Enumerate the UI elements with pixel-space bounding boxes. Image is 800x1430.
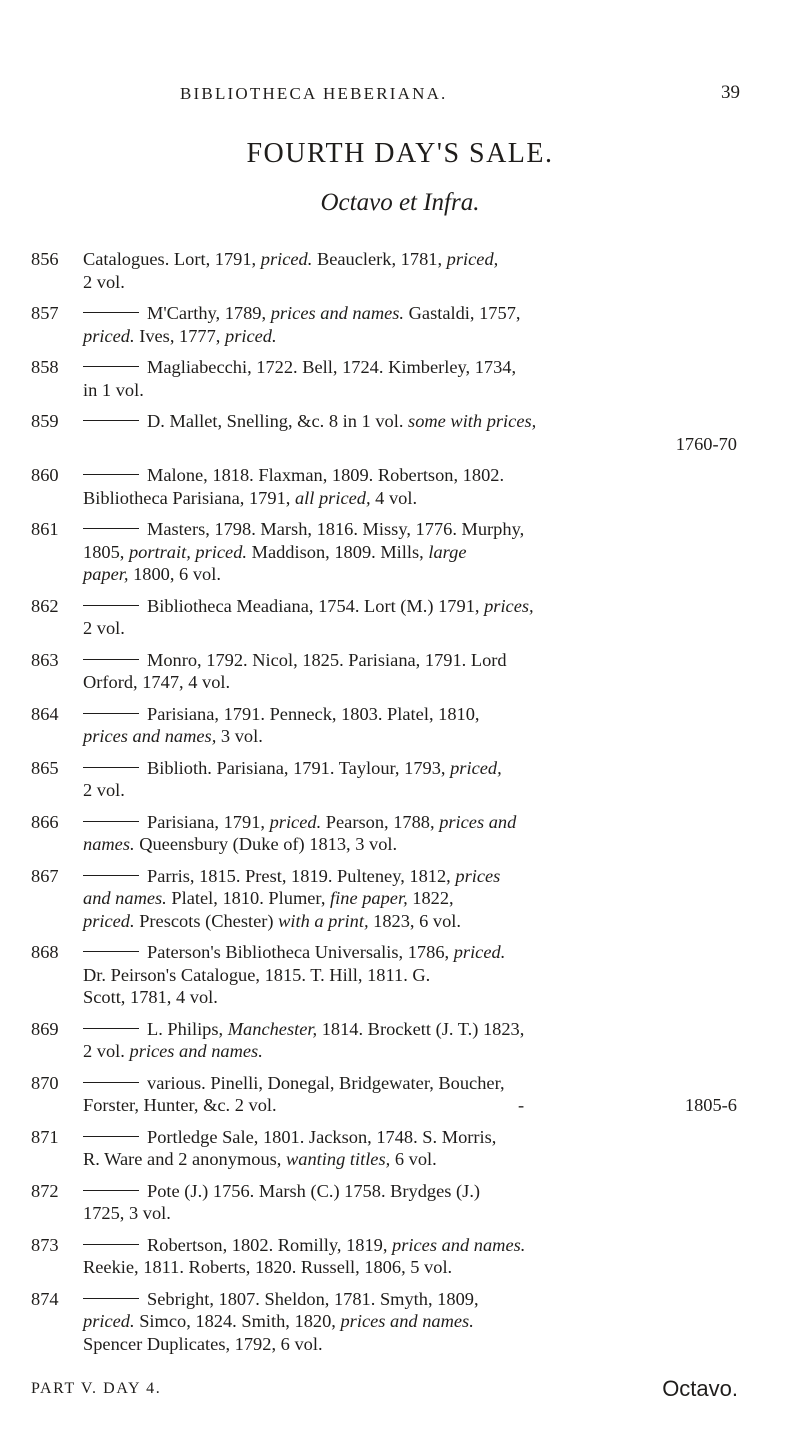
lot-entry xyxy=(0,865,800,933)
italic-text: prices and names. xyxy=(392,1234,526,1255)
lot-number: 873 xyxy=(31,1234,59,1255)
lot-description xyxy=(83,356,737,401)
lot-line xyxy=(83,433,737,456)
lot-entry xyxy=(0,757,800,802)
text-segment: 2 vol. xyxy=(83,780,125,800)
italic-text: prices and xyxy=(439,811,517,832)
text-segment: M'Carthy, 1789, xyxy=(147,303,271,323)
lot-line xyxy=(83,811,737,834)
lot-line xyxy=(83,1202,737,1225)
lot-entry xyxy=(0,1018,800,1063)
lot-description xyxy=(83,302,737,347)
lot-entry xyxy=(0,703,800,748)
text-segment: Simco, 1824. Smith, 1820, xyxy=(134,1311,341,1331)
lot-entry xyxy=(0,1126,800,1171)
lot-line xyxy=(83,757,737,780)
lot-line xyxy=(83,541,737,564)
lot-number: 861 xyxy=(31,519,59,539)
lot-description xyxy=(83,595,737,640)
italic-text: priced. xyxy=(83,1311,135,1331)
lot-line xyxy=(83,487,737,510)
text-segment: in 1 vol. xyxy=(83,379,144,400)
lot-number: 867 xyxy=(31,865,59,886)
lot-line xyxy=(83,271,737,294)
text-segment: L. Philips, xyxy=(147,1018,228,1039)
lot-entry xyxy=(0,248,800,293)
text-segment: 1760-70 xyxy=(675,433,737,454)
lot-entry xyxy=(0,302,800,347)
italic-text: all priced, xyxy=(294,487,371,508)
text-segment: Scott, 1781, 4 vol. xyxy=(83,987,218,1007)
italic-text: prices, xyxy=(484,595,534,616)
lot-number: 863 xyxy=(31,649,59,670)
italic-text: some with prices, xyxy=(408,411,537,431)
lot-entry xyxy=(0,464,800,509)
text-segment: 1725, 3 vol. xyxy=(83,1203,171,1223)
lot-description xyxy=(83,703,737,748)
lot-line xyxy=(83,649,737,672)
lot-number: 868 xyxy=(31,942,59,962)
lot-number: 856 xyxy=(31,249,59,269)
text-segment: various. Pinelli, Donegal, Bridgewater, Boucher, xyxy=(147,1072,505,1093)
lot-line xyxy=(83,1234,737,1257)
lot-line xyxy=(83,1180,737,1203)
italic-text: fine paper, xyxy=(330,888,408,908)
text-segment: Spencer Duplicates, 1792, 6 vol. xyxy=(83,1333,323,1354)
lot-line xyxy=(83,1333,737,1356)
text-segment: Monro, 1792. Nicol, 1825. Parisiana, 1791. Lord xyxy=(147,649,507,670)
lot-description xyxy=(83,464,737,509)
lot-description xyxy=(83,1072,737,1117)
text-segment: Beauclerk, 1781, xyxy=(312,249,447,269)
lot-entry xyxy=(0,1072,800,1117)
lot-entry xyxy=(0,811,800,856)
ditto-dash xyxy=(83,1190,139,1191)
italic-text: prices and names, xyxy=(83,726,217,746)
date-range: 1805-6 xyxy=(684,1095,737,1115)
lot-number: 857 xyxy=(31,303,59,323)
lot-line xyxy=(83,671,737,694)
lot-entry xyxy=(0,941,800,1009)
lot-line xyxy=(83,910,737,933)
lot-entry xyxy=(0,1234,800,1279)
lot-line xyxy=(83,1310,737,1333)
text-segment: Biblioth. Parisiana, 1791. Taylour, 1793, xyxy=(147,757,451,778)
italic-text: priced, xyxy=(450,757,502,778)
text-segment: 4 vol. xyxy=(370,487,418,508)
lot-line xyxy=(83,725,737,748)
text-segment: Platel, 1810. Plumer, xyxy=(166,888,331,908)
lot-line xyxy=(83,1288,737,1311)
lot-line xyxy=(83,1018,737,1041)
lot-description xyxy=(83,865,737,933)
italic-text: and names. xyxy=(83,888,167,908)
lot-line xyxy=(83,325,737,348)
text-segment: Parisiana, 1791, xyxy=(147,811,270,832)
running-title: BIBLIOTHECA HEBERIANA. xyxy=(180,84,448,103)
text-segment: Ives, 1777, xyxy=(134,325,226,346)
lot-description xyxy=(83,1126,737,1171)
lot-line xyxy=(83,941,737,964)
lot-line xyxy=(83,563,737,586)
italic-text: prices and names. xyxy=(129,1041,263,1061)
italic-text: prices xyxy=(455,865,501,886)
lot-description xyxy=(83,1288,737,1356)
text-segment: Robertson, 1802. Romilly, 1819, xyxy=(147,1234,393,1255)
text-segment: 2 vol. xyxy=(83,271,125,292)
lot-number: 864 xyxy=(31,703,59,724)
lot-description xyxy=(83,649,737,694)
lot-number: 872 xyxy=(31,1180,59,1201)
lot-number: 862 xyxy=(31,595,59,616)
lot-description xyxy=(83,1180,737,1225)
italic-text: prices and names. xyxy=(270,303,405,323)
lot-description xyxy=(83,1018,737,1063)
lot-description xyxy=(83,1234,737,1279)
text-segment: Dr. Peirson's Catalogue, 1815. T. Hill, 1811. G. xyxy=(83,964,431,985)
catchword: Octavo. xyxy=(662,1376,738,1401)
lot-description xyxy=(83,410,737,455)
text-segment: Queensbury (Duke of) 1813, 3 vol. xyxy=(134,834,398,854)
italic-text: prices and names. xyxy=(340,1311,474,1331)
text-segment: 1814. Brockett (J. T.) 1823, xyxy=(317,1018,525,1039)
text-segment: Malone, 1818. Flaxman, 1809. Robertson, 1802. xyxy=(147,465,505,485)
lot-line xyxy=(83,865,737,888)
lot-number: 874 xyxy=(31,1288,59,1309)
lot-line xyxy=(83,1072,737,1095)
text-segment: 1800, 6 vol. xyxy=(128,564,221,584)
lot-description xyxy=(83,941,737,1009)
ditto-dash xyxy=(83,1298,139,1299)
italic-text: Manchester, xyxy=(227,1018,318,1039)
lot-line xyxy=(83,464,737,487)
italic-text: priced. xyxy=(453,942,506,962)
lot-number: 865 xyxy=(31,757,59,778)
ditto-dash xyxy=(83,1136,139,1137)
ditto-dash xyxy=(83,659,139,660)
text-segment: Bibliotheca Meadiana, 1754. Lort (M.) 1791, xyxy=(147,595,485,616)
ditto-dash xyxy=(83,767,139,768)
lot-description xyxy=(83,518,737,586)
lot-line xyxy=(83,248,737,271)
italic-text: names. xyxy=(83,834,135,854)
lot-line xyxy=(83,379,737,402)
ditto-dash xyxy=(83,474,139,475)
lot-description xyxy=(83,757,737,802)
lot-number: 870 xyxy=(31,1072,59,1093)
page-number: 39 xyxy=(721,82,740,103)
italic-text: priced. xyxy=(83,325,135,346)
italic-text: paper, xyxy=(83,564,129,584)
lot-number: 866 xyxy=(31,811,59,832)
text-segment: 3 vol. xyxy=(216,726,263,746)
italic-text: wanting titles, xyxy=(286,1149,391,1169)
text-segment: Paterson's Bibliotheca Universalis, 1786, xyxy=(147,942,454,962)
ditto-dash xyxy=(83,528,139,529)
ditto-dash xyxy=(83,366,139,367)
sale-subtitle: Octavo et Infra. xyxy=(320,189,480,216)
lot-entry xyxy=(0,649,800,694)
lot-line xyxy=(83,595,737,618)
lot-line xyxy=(83,1256,737,1279)
lot-line xyxy=(83,1148,737,1171)
lot-list xyxy=(0,248,800,1364)
ditto-dash xyxy=(83,713,139,714)
text-segment: 1823, 6 vol. xyxy=(368,910,462,931)
lot-entry xyxy=(0,518,800,586)
text-segment: Forster, Hunter, &c. 2 vol. xyxy=(83,1095,277,1115)
lot-line xyxy=(83,833,737,856)
italic-text: priced. xyxy=(225,325,277,346)
italic-text: large xyxy=(428,541,467,562)
italic-text: priced, xyxy=(446,249,499,269)
text-segment: Prescots (Chester) xyxy=(134,910,279,931)
ditto-dash xyxy=(83,420,139,421)
lot-number: 860 xyxy=(31,465,59,485)
lot-description xyxy=(83,248,737,293)
ditto-dash xyxy=(83,821,139,822)
lot-line xyxy=(83,1126,737,1149)
ditto-dash xyxy=(83,1028,139,1029)
lot-line xyxy=(83,779,737,802)
lot-description xyxy=(83,811,737,856)
text-segment: 2 vol. xyxy=(83,1041,130,1061)
text-segment: Maddison, 1809. Mills, xyxy=(247,541,429,562)
lot-number: 858 xyxy=(31,357,59,377)
ditto-dash xyxy=(83,605,139,606)
text-segment: 1822, xyxy=(407,888,454,908)
ditto-dash xyxy=(83,312,139,313)
lot-entry xyxy=(0,1288,800,1356)
lot-line xyxy=(83,964,737,987)
lot-line xyxy=(83,703,737,726)
page-footer xyxy=(0,1376,800,1406)
lot-entry xyxy=(0,410,800,455)
text-segment: Bibliotheca Parisiana, 1791, xyxy=(83,487,295,508)
text-segment: Magliabecchi, 1722. Bell, 1724. Kimberley, 1734, xyxy=(147,357,517,377)
text-segment: Portledge Sale, 1801. Jackson, 1748. S. Morris, xyxy=(147,1126,497,1147)
text-segment: 1805, xyxy=(83,541,129,562)
text-segment: R. Ware and 2 anonymous, xyxy=(83,1149,286,1169)
text-segment: 2 vol. xyxy=(83,618,125,638)
lot-entry xyxy=(0,1180,800,1225)
lot-line xyxy=(83,356,737,379)
running-head xyxy=(0,84,800,112)
lot-line xyxy=(83,887,737,910)
text-segment: Parris, 1815. Prest, 1819. Pulteney, 1812, xyxy=(147,865,456,886)
lot-number: 859 xyxy=(31,411,59,431)
text-segment: D. Mallet, Snelling, &c. 8 in 1 vol. xyxy=(147,411,409,431)
text-segment: Orford, 1747, 4 vol. xyxy=(83,672,231,692)
ditto-dash xyxy=(83,875,139,876)
italic-text: with a print, xyxy=(278,910,369,931)
lot-line xyxy=(83,518,737,541)
separator-dash: - xyxy=(518,1095,525,1115)
lot-line xyxy=(83,617,737,640)
text-segment: Sebright, 1807. Sheldon, 1781. Smyth, 1809, xyxy=(147,1288,479,1309)
text-segment: Pearson, 1788, xyxy=(321,811,440,832)
lot-line xyxy=(83,302,737,325)
text-segment: Gastaldi, 1757, xyxy=(404,303,521,323)
lot-line xyxy=(83,410,737,433)
sale-title: FOURTH DAY'S SALE. xyxy=(246,138,554,169)
italic-text: priced. xyxy=(83,910,135,931)
italic-text: priced. xyxy=(260,249,313,269)
lot-number: 869 xyxy=(31,1018,59,1039)
lot-entry xyxy=(0,595,800,640)
lot-number: 871 xyxy=(31,1126,59,1147)
italic-text: priced. xyxy=(269,811,322,832)
text-segment: 6 vol. xyxy=(390,1149,437,1169)
ditto-dash xyxy=(83,1082,139,1083)
ditto-dash xyxy=(83,951,139,952)
text-segment: Pote (J.) 1756. Marsh (C.) 1758. Brydges (J.) xyxy=(147,1180,481,1201)
signature-mark: PART V. DAY 4. xyxy=(31,1380,162,1397)
lot-line xyxy=(83,986,737,1009)
lot-entry xyxy=(0,356,800,401)
italic-text: portrait, priced. xyxy=(128,541,247,562)
lot-line xyxy=(83,1040,737,1063)
ditto-dash xyxy=(83,1244,139,1245)
text-segment: Reekie, 1811. Roberts, 1820. Russell, 1806, 5 vol. xyxy=(83,1257,453,1277)
text-segment: Masters, 1798. Marsh, 1816. Missy, 1776. Murphy, xyxy=(147,519,525,539)
lot-line xyxy=(83,1094,737,1117)
text-segment: Parisiana, 1791. Penneck, 1803. Platel, 1810, xyxy=(147,703,480,724)
text-segment: Catalogues. Lort, 1791, xyxy=(83,249,261,269)
